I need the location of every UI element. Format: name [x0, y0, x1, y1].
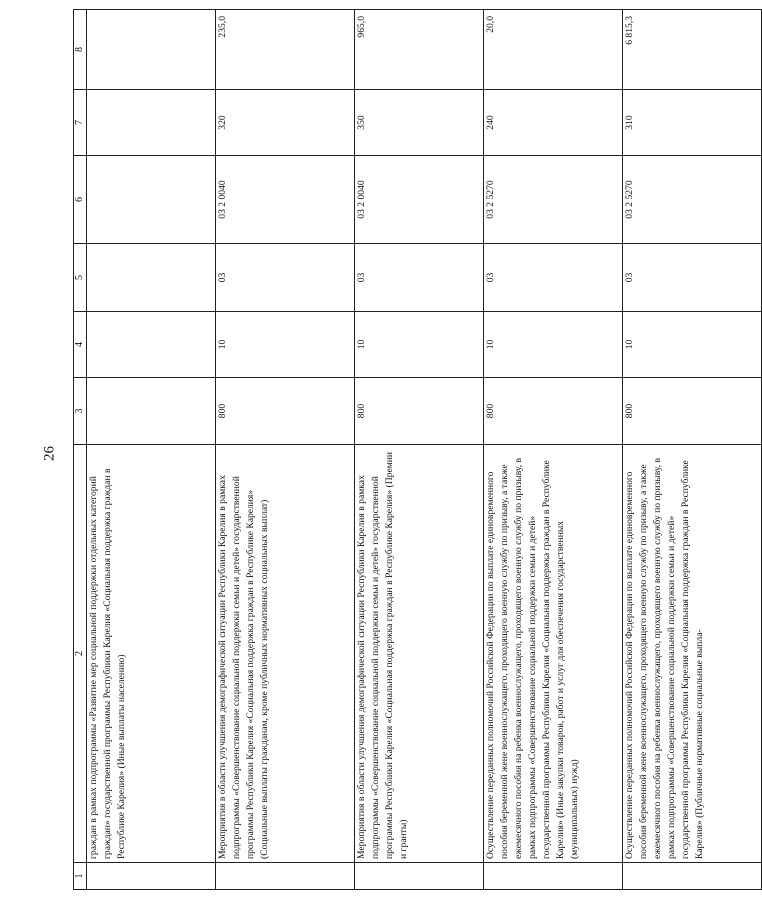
target-article-cell: 03 2 5270	[623, 156, 762, 244]
expense-type-cell: 320	[216, 90, 355, 156]
section-cell	[87, 312, 216, 378]
section-cell: 10	[355, 312, 484, 378]
admin-code-cell: 800	[484, 378, 623, 445]
budget-table	[73, 9, 762, 890]
table-row	[216, 10, 355, 890]
column-header-8: 8	[74, 10, 87, 90]
table-header-row	[74, 10, 87, 890]
subsection-cell: 03	[355, 244, 484, 312]
table-row	[355, 10, 484, 890]
table-row	[623, 10, 762, 890]
budget-table-rotated	[73, 10, 705, 890]
admin-code-cell: 800	[355, 378, 484, 445]
admin-code-cell: 800	[623, 378, 762, 445]
target-article-cell	[87, 156, 216, 244]
subsection-cell: 03	[623, 244, 762, 312]
target-article-cell: 03 2 5270	[484, 156, 623, 244]
target-article-cell: 03 2 0040	[355, 156, 484, 244]
subsection-cell	[87, 244, 216, 312]
column-header-4: 4	[74, 312, 87, 378]
amount-cell: 20,0	[484, 10, 623, 90]
expense-type-cell: 310	[623, 90, 762, 156]
subsection-cell: 03	[484, 244, 623, 312]
amount-cell: 235,0	[216, 10, 355, 90]
expense-type-cell: 350	[355, 90, 484, 156]
expense-type-cell	[87, 90, 216, 156]
subsection-cell: 03	[216, 244, 355, 312]
row-index-cell	[87, 863, 216, 890]
section-cell: 10	[216, 312, 355, 378]
description-cell: Осуществление переданных полномочий Российской Федерации по выплате единовременного пособия беременной жене военнослужащего, проходящего военную службу по призыву, а также ежемесячного пособия на ребенка военнослужащего, проходящего военную службу по призыву, в рамках подпрограммы «Совершенствование социальной поддержки семьи и детей» государственной программы Республики Карелия «Социальная поддержка граждан в Республике Карелия» (Иные закупки товаров, работ и услуг для обеспечения государственных (муниципальных) нужд)	[484, 445, 623, 863]
column-header-1: 1	[74, 863, 87, 890]
table-row	[87, 10, 216, 890]
column-header-7: 7	[74, 90, 87, 156]
page-number: 26	[41, 446, 58, 461]
amount-cell: 965,0	[355, 10, 484, 90]
budget-table-sheet	[73, 10, 705, 890]
row-index-cell	[355, 863, 484, 890]
column-header-5: 5	[74, 244, 87, 312]
amount-cell	[87, 10, 216, 90]
description-cell: граждан в рамках подпрограммы «Развитие мер социальной поддержки отдельных категорий граждан» государственной программы Республики Карелия «Социальная поддержка граждан в Республике Карелия» (Иные выплаты населению)	[87, 445, 216, 863]
column-header-2: 2	[74, 445, 87, 863]
column-header-6: 6	[74, 156, 87, 244]
target-article-cell: 03 2 0040	[216, 156, 355, 244]
expense-type-cell: 240	[484, 90, 623, 156]
row-index-cell	[623, 863, 762, 890]
section-cell: 10	[623, 312, 762, 378]
description-cell: Мероприятия в области улучшения демографической ситуации Республики Карелия в рамках подпрограммы «Совершенствование социальной поддержки семьи и детей» государственной программы Республики Карелия «Социальная поддержка граждан в Республике Карелия» (Социальные выплаты гражданам, кроме публичных нормативных социальных выплат)	[216, 445, 355, 863]
admin-code-cell: 800	[216, 378, 355, 445]
row-index-cell	[216, 863, 355, 890]
row-index-cell	[484, 863, 623, 890]
section-cell: 10	[484, 312, 623, 378]
amount-cell: 6 815,3	[623, 10, 762, 90]
admin-code-cell	[87, 378, 216, 445]
table-row	[484, 10, 623, 890]
column-header-3: 3	[74, 378, 87, 445]
description-cell: Осуществление переданных полномочий Российской Федерации по выплате единовременного пособия беременной жене военнослужащего, проходящего военную службу по призыву, а также ежемесячного пособия на ребенка военнослужащего, проходящего военную службу по призыву, в рамках подпрограммы «Совершенствование социальной поддержки семьи и детей» государственной программы Республики Карелия «Социальная поддержка граждан в Республике Карелия» (Публичные нормативные социальные выпла-	[623, 445, 762, 863]
description-cell: Мероприятия в области улучшения демографической ситуации Республики Карелия в рамках подпрограммы «Совершенствование социальной поддержки семьи и детей» государственной программы Республики Карелия «Социальная поддержка граждан в Республике Карелия» (Премии и гранты)	[355, 445, 484, 863]
